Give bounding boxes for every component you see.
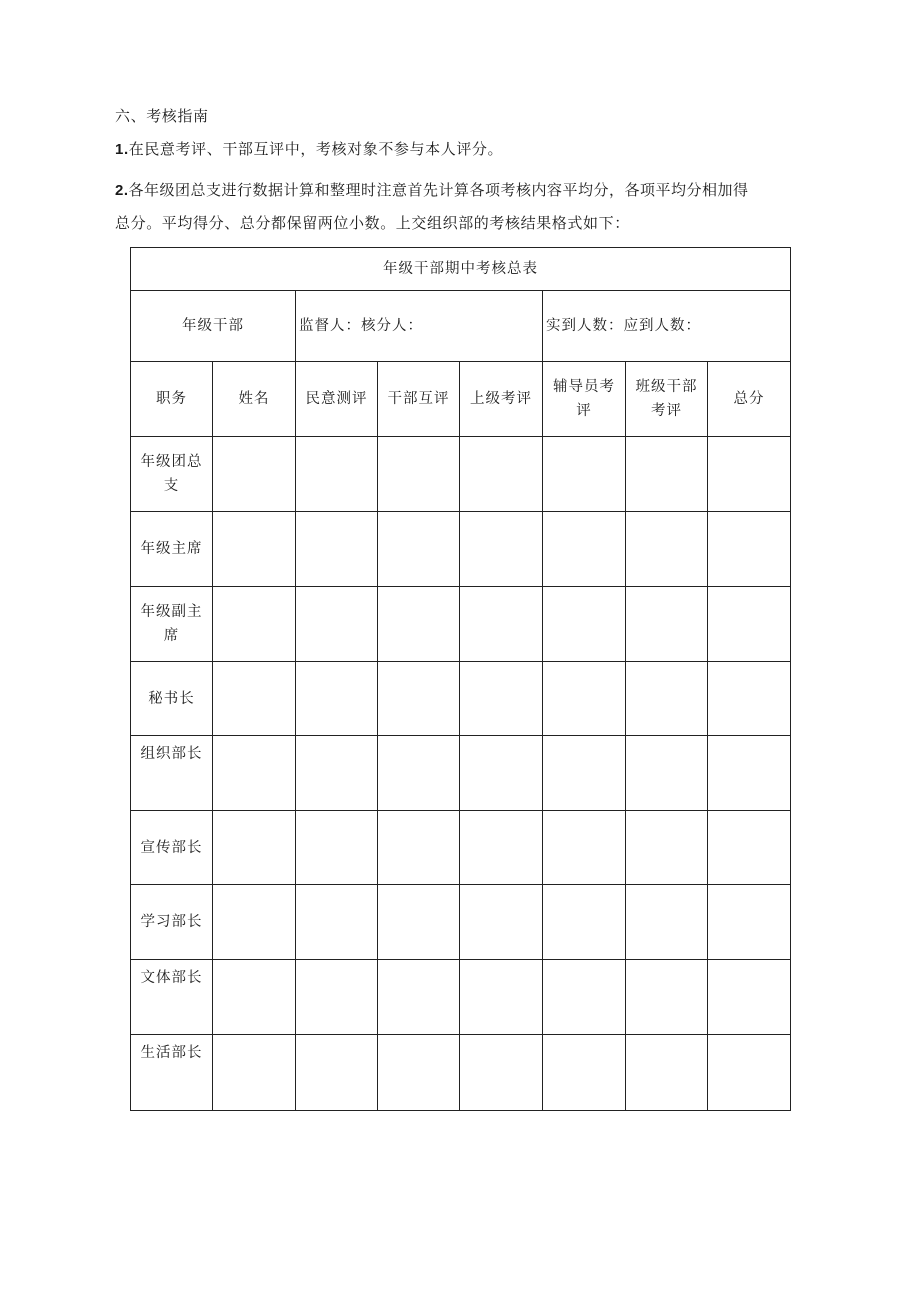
score-cell[interactable]: [213, 736, 296, 811]
score-cell[interactable]: [296, 811, 378, 885]
table-row: [131, 811, 791, 885]
score-cell[interactable]: [626, 960, 708, 1035]
table-row: [131, 437, 791, 512]
position-cell: [131, 512, 213, 587]
guideline-item-1: [115, 137, 503, 162]
summary-table: [130, 247, 791, 1111]
position-label: 学习部长: [140, 914, 203, 930]
score-cell[interactable]: [460, 437, 543, 512]
score-cell[interactable]: [378, 437, 460, 512]
score-cell[interactable]: [460, 587, 543, 662]
score-cell[interactable]: [626, 662, 708, 736]
score-cell[interactable]: [378, 1035, 460, 1111]
header-total-score: 总分: [708, 362, 791, 437]
position-label: 生活部长: [140, 1045, 203, 1061]
score-cell[interactable]: [708, 811, 791, 885]
score-cell[interactable]: [213, 512, 296, 587]
score-cell[interactable]: [213, 960, 296, 1035]
table-info-row: [131, 291, 791, 362]
table-row: [131, 587, 791, 662]
score-cell[interactable]: [708, 885, 791, 960]
section-heading: 六、考核指南: [115, 107, 209, 125]
score-cell[interactable]: [626, 885, 708, 960]
position-label: 组织部长: [140, 746, 203, 762]
table-row: [131, 662, 791, 736]
score-cell[interactable]: [626, 512, 708, 587]
score-cell[interactable]: [460, 811, 543, 885]
position-cell: [131, 1035, 213, 1111]
score-cell[interactable]: [543, 1035, 626, 1111]
table-row: [131, 736, 791, 811]
header-counselor-evaluation: [543, 362, 626, 437]
score-cell[interactable]: [296, 1035, 378, 1111]
score-cell[interactable]: [213, 587, 296, 662]
position-cell: [131, 885, 213, 960]
score-cell[interactable]: [378, 587, 460, 662]
score-cell[interactable]: [708, 960, 791, 1035]
score-cell[interactable]: [296, 437, 378, 512]
table-header-row: [131, 362, 791, 437]
position-label: 年级副主席: [140, 604, 203, 644]
header-counselor-evaluation-text: 辅导员考评: [553, 379, 615, 419]
score-cell[interactable]: [213, 662, 296, 736]
table-title: 年级干部期中考核总表: [131, 248, 791, 291]
header-public-evaluation: 民意测评: [296, 362, 378, 437]
score-cell[interactable]: [213, 1035, 296, 1111]
score-cell[interactable]: [543, 736, 626, 811]
position-cell: [131, 736, 213, 811]
position-cell: [131, 437, 213, 512]
header-position: 职务: [131, 362, 213, 437]
score-cell[interactable]: [460, 736, 543, 811]
position-label: 年级团总支: [140, 454, 203, 494]
score-cell[interactable]: [626, 437, 708, 512]
item-text-line-1: 各年级团总支进行数据计算和整理时注意首先计算各项考核内容平均分，各项平均分相加得: [128, 181, 749, 199]
item-text: 在民意考评、干部互评中，考核对象不参与本人评分。: [128, 140, 504, 158]
item-number: 1.: [115, 141, 129, 158]
header-superior-evaluation: 上级考评: [460, 362, 543, 437]
score-cell[interactable]: [708, 587, 791, 662]
score-cell[interactable]: [378, 960, 460, 1035]
score-cell[interactable]: [296, 512, 378, 587]
table-body: [131, 437, 791, 1111]
position-cell: [131, 960, 213, 1035]
score-cell[interactable]: [708, 1035, 791, 1111]
table-row: [131, 960, 791, 1035]
score-cell[interactable]: [460, 512, 543, 587]
position-label: 年级主席: [140, 541, 203, 557]
score-cell[interactable]: [460, 885, 543, 960]
score-cell[interactable]: [378, 736, 460, 811]
score-cell[interactable]: [378, 662, 460, 736]
score-cell[interactable]: [543, 437, 626, 512]
score-cell[interactable]: [626, 1035, 708, 1111]
score-cell[interactable]: [543, 662, 626, 736]
header-name: 姓名: [213, 362, 296, 437]
score-cell[interactable]: [708, 662, 791, 736]
score-cell[interactable]: [460, 1035, 543, 1111]
score-cell[interactable]: [213, 885, 296, 960]
score-cell[interactable]: [213, 811, 296, 885]
score-cell[interactable]: [708, 437, 791, 512]
score-cell[interactable]: [296, 885, 378, 960]
group-label: 年级干部: [131, 291, 296, 362]
position-label: 秘书长: [148, 690, 195, 707]
position-label: 文体部长: [140, 970, 203, 986]
position-cell: [131, 811, 213, 885]
position-cell: [131, 587, 213, 662]
table-title-row: [131, 248, 791, 291]
score-cell[interactable]: [460, 960, 543, 1035]
position-cell: [131, 662, 213, 736]
supervisor-field: 监督人：核分人：: [296, 291, 543, 362]
score-cell[interactable]: [626, 736, 708, 811]
position-label: 宣传部长: [140, 839, 203, 856]
score-cell[interactable]: [626, 811, 708, 885]
score-cell[interactable]: [543, 512, 626, 587]
attendance-field: 实到人数：应到人数：: [543, 291, 791, 362]
score-cell[interactable]: [296, 587, 378, 662]
score-cell[interactable]: [378, 811, 460, 885]
score-cell[interactable]: [378, 885, 460, 960]
header-class-cadre-evaluation-text: 班级干部考评: [635, 379, 698, 419]
table-row: [131, 512, 791, 587]
table-row: [131, 885, 791, 960]
header-class-cadre-evaluation: [626, 362, 708, 437]
item-number: 2.: [115, 182, 129, 199]
score-cell[interactable]: [708, 512, 791, 587]
score-cell[interactable]: [543, 885, 626, 960]
score-cell[interactable]: [296, 662, 378, 736]
score-cell[interactable]: [460, 662, 543, 736]
score-cell[interactable]: [296, 736, 378, 811]
score-cell[interactable]: [543, 587, 626, 662]
guideline-item-2: [115, 178, 815, 203]
header-peer-evaluation: 干部互评: [378, 362, 460, 437]
guideline-item-2-continued: 总分。平均得分、总分都保留两位小数。上交组织部的考核结果格式如下：: [115, 214, 630, 232]
score-cell[interactable]: [708, 736, 791, 811]
score-cell[interactable]: [543, 811, 626, 885]
table-row: [131, 1035, 791, 1111]
score-cell[interactable]: [296, 960, 378, 1035]
score-cell[interactable]: [213, 437, 296, 512]
score-cell[interactable]: [378, 512, 460, 587]
score-cell[interactable]: [543, 960, 626, 1035]
score-cell[interactable]: [626, 587, 708, 662]
